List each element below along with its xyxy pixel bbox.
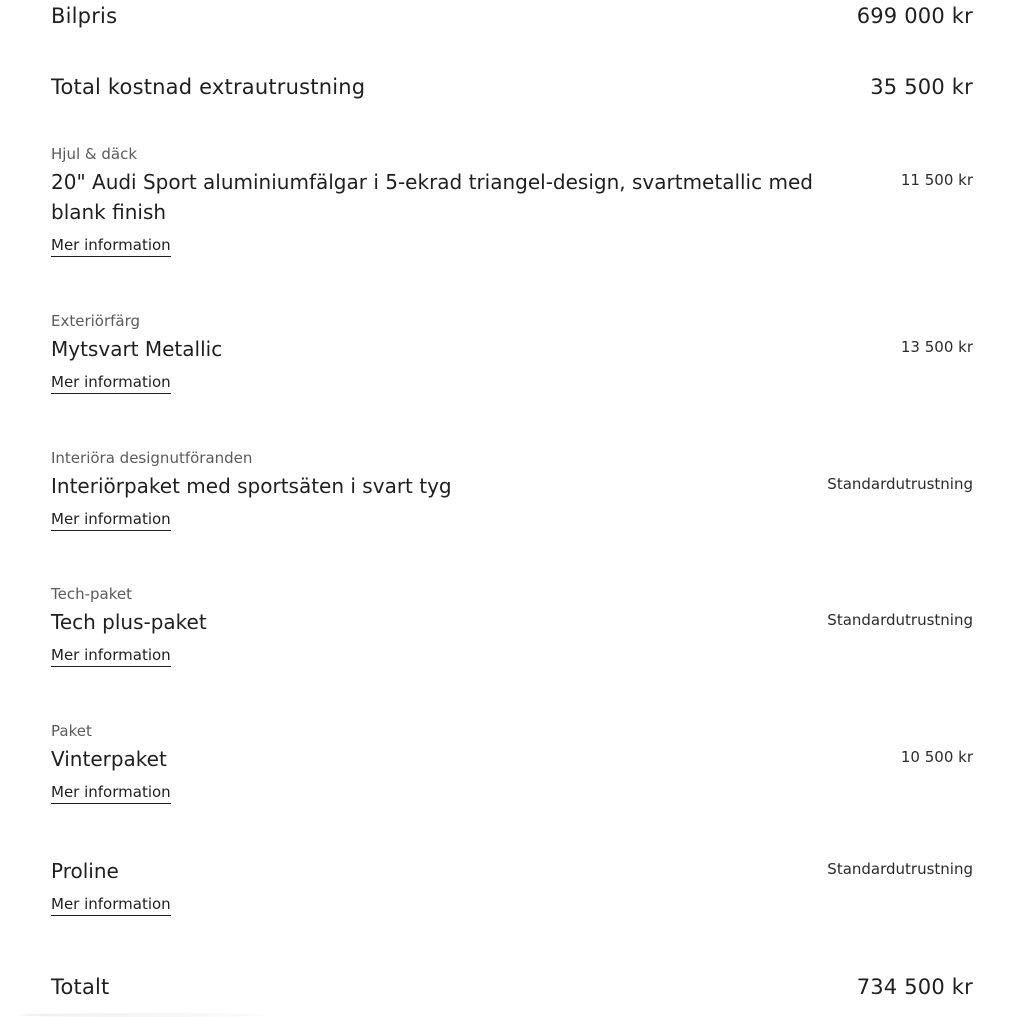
item-main [51, 334, 973, 364]
more-information-link[interactable]: Mer information [51, 782, 171, 804]
car-price-row [51, 1, 973, 31]
item-name: Vinterpaket [51, 747, 167, 771]
extras-total-row [51, 72, 973, 102]
grand-total-label: Totalt [51, 975, 110, 999]
item-name: Mytsvart Metallic [51, 337, 223, 361]
item-name: Proline [51, 859, 119, 883]
item-price: Standardutrustning [827, 611, 973, 629]
item-price: Standardutrustning [827, 475, 973, 493]
item-price: 13 500 kr [900, 338, 973, 356]
item-main [51, 471, 973, 501]
more-information-link[interactable]: Mer information [51, 235, 171, 257]
item-price: 10 500 kr [900, 748, 973, 766]
grand-total-value: 734 500 kr [856, 975, 973, 999]
equipment-item-winter-package [51, 722, 973, 804]
equipment-item-tech-package [51, 585, 973, 667]
more-information-link[interactable]: Mer information [51, 509, 171, 531]
item-main [51, 744, 973, 774]
item-category: Interiöra designutföranden [51, 449, 253, 467]
item-category: Exteriörfärg [51, 312, 141, 330]
car-price-label: Bilpris [51, 4, 118, 28]
more-information-link[interactable]: Mer information [51, 894, 171, 916]
more-information-link[interactable]: Mer information [51, 372, 171, 394]
item-name: 20" Audi Sport aluminiumfälgar i 5-ekrad triangel-design, svartmetallic med blank finish [51, 170, 813, 224]
item-price: 11 500 kr [900, 171, 973, 189]
equipment-item-proline [51, 856, 973, 916]
item-name: Interiörpaket med sportsäten i svart tyg [51, 474, 452, 498]
car-price-value: 699 000 kr [856, 4, 973, 28]
item-category: Paket [51, 722, 92, 740]
extras-total-value: 35 500 kr [870, 75, 973, 99]
equipment-item-wheels [51, 145, 973, 257]
extras-total-label: Total kostnad extrautrustning [51, 75, 366, 99]
item-price: Standardutrustning [827, 860, 973, 878]
item-main [51, 607, 973, 637]
equipment-item-interior [51, 449, 973, 531]
item-name: Tech plus-paket [51, 610, 207, 634]
item-category: Tech-paket [51, 585, 132, 603]
grand-total-row [51, 972, 973, 1002]
bottom-shadow-divider [18, 1013, 268, 1017]
item-main [51, 167, 973, 227]
item-main [51, 856, 973, 886]
more-information-link[interactable]: Mer information [51, 645, 171, 667]
equipment-item-exterior-color [51, 312, 973, 394]
item-category: Hjul & däck [51, 145, 138, 163]
